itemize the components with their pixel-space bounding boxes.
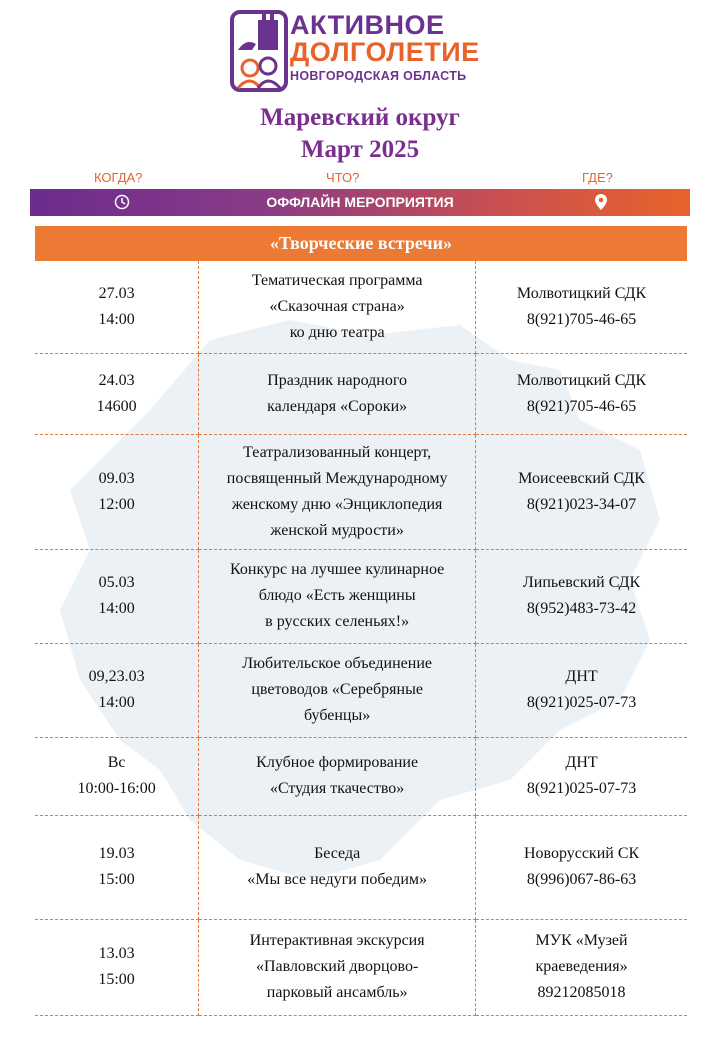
event-what: Тематическая программа «Сказочная страна» ко дню театра (199, 261, 476, 353)
event-when: 27.03 14:00 (35, 261, 199, 353)
event-what: Клубное формирование «Студия ткачество» (199, 737, 476, 815)
event-where: ДНТ 8(921)025-07-73 (476, 737, 687, 815)
month-title: Март 2025 (300, 136, 420, 163)
table-row (35, 643, 687, 737)
district-title: Маревский округ (260, 104, 460, 131)
event-where: ДНТ 8(921)025-07-73 (476, 643, 687, 737)
table-row (35, 353, 687, 434)
event-when: 09,23.03 14:00 (35, 643, 199, 737)
event-when: 05.03 14:00 (35, 549, 199, 643)
what-label: ЧТО? (326, 170, 360, 185)
event-what: Любительское объединение цветоводов «Серебряные бубенцы» (199, 643, 476, 737)
logo-line-3: НОВГОРОДСКАЯ ОБЛАСТЬ (290, 69, 467, 83)
table-row (35, 737, 687, 815)
band-label: ОФФЛАЙН МЕРОПРИЯТИЯ (266, 194, 454, 210)
event-where: Моисеевский СДК 8(921)023-34-07 (476, 434, 687, 549)
section-title: «Творческие встречи» (35, 226, 687, 261)
event-where: МУК «Музей краеведения» 89212085018 (476, 919, 687, 1015)
table-row (35, 815, 687, 919)
event-where: Липьевский СДК 8(952)483-73-42 (476, 549, 687, 643)
events-table (35, 261, 687, 1016)
offline-events-band (30, 189, 690, 216)
event-where: Новорусский СК 8(996)067-86-63 (476, 815, 687, 919)
table-row (35, 261, 687, 353)
event-where: Молвотицкий СДК 8(921)705-46-65 (476, 353, 687, 434)
logo (230, 10, 500, 94)
where-label: ГДЕ? (582, 170, 613, 185)
event-when: 13.03 15:00 (35, 919, 199, 1015)
question-row (30, 170, 690, 188)
event-what: Праздник народного календаря «Сороки» (199, 353, 476, 434)
event-what: Интерактивная экскурсия «Павловский дворцово- парковый ансамбль» (199, 919, 476, 1015)
logo-line-1: АКТИВНОЕ (290, 10, 445, 40)
event-when: 09.03 12:00 (35, 434, 199, 549)
event-what: Конкурс на лучшее кулинарное блюдо «Есть женщины в русских селеньях!» (199, 549, 476, 643)
event-when: 24.03 14600 (35, 353, 199, 434)
event-where: Молвотицкий СДК 8(921)705-46-65 (476, 261, 687, 353)
event-when: 19.03 15:00 (35, 815, 199, 919)
event-when: Вс 10:00-16:00 (35, 737, 199, 815)
event-what: Беседа «Мы все недуги победим» (199, 815, 476, 919)
table-row (35, 919, 687, 1015)
logo-emblem-icon (230, 10, 288, 94)
event-what: Театрализованный концерт, посвященный Международному женскому дню «Энциклопедия женской мудрости» (199, 434, 476, 549)
when-label: КОГДА? (94, 170, 143, 185)
logo-line-2: ДОЛГОЛЕТИЕ (290, 37, 480, 67)
location-pin-icon (594, 193, 608, 211)
table-row (35, 549, 687, 643)
table-row (35, 434, 687, 549)
